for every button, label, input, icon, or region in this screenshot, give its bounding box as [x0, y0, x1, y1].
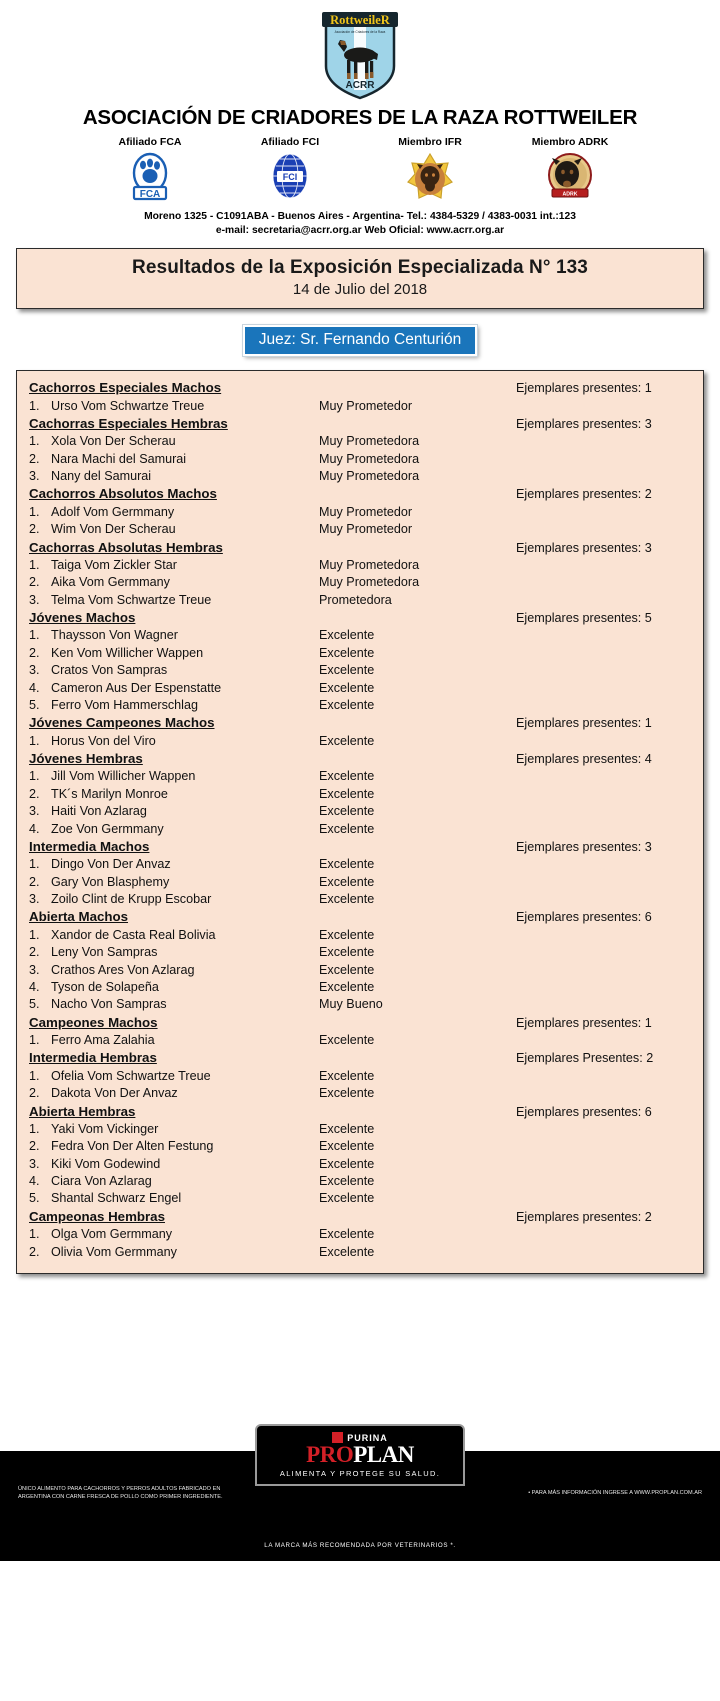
entry-dog-name: Nacho Von Sampras [51, 997, 167, 1012]
entry-dog-name: Crathos Ares Von Azlarag [51, 962, 195, 977]
entry-placement: 2. [29, 1244, 40, 1259]
entry-dog-name: Dakota Von Der Anvaz [51, 1086, 178, 1101]
entry-placement: 1. [29, 628, 40, 643]
category-title: Jóvenes Machos [29, 610, 136, 626]
entry-qualification: Muy Prometedor [319, 522, 413, 537]
proplan-logo-block [255, 1424, 465, 1486]
entry-dog-name: Ferro Vom Hammerschlag [51, 697, 198, 712]
category-row [29, 1013, 691, 1031]
entry-placement: 3. [29, 469, 40, 484]
entry-qualification: Excelente [319, 680, 375, 695]
entry-qualification: Excelente [319, 1068, 375, 1083]
affiliation-fca-label: Afiliado FCA [118, 136, 182, 148]
entry-dog-name: Yaki Vom Vickinger [51, 1121, 159, 1136]
entry-qualification: Prometedora [319, 592, 392, 607]
entry-placement: 3. [29, 592, 40, 607]
entry-qualification: Excelente [319, 663, 375, 678]
entry-dog-name: Cratos Von Sampras [51, 663, 168, 678]
rottweiler-badge-icon [500, 152, 640, 202]
entry-placement: 5. [29, 997, 40, 1012]
result-entry-row [29, 820, 691, 837]
category-entrant-count: Ejemplares presentes: 1 [516, 1015, 652, 1030]
entry-placement: 1. [29, 733, 40, 748]
result-entry-row [29, 644, 691, 661]
result-entry-row [29, 503, 691, 520]
entry-dog-name: Kiki Vom Godewind [51, 1156, 161, 1171]
entry-qualification: Excelente [319, 892, 375, 907]
page-title: Resultados de la Exposición Especializada N° 133 [132, 256, 588, 278]
category-entrant-count: Ejemplares presentes: 4 [516, 752, 652, 767]
entry-dog-name: Fedra Von Der Alten Festung [51, 1139, 214, 1154]
paw-badge-icon [80, 152, 220, 202]
entry-dog-name: Zoe Von Germmany [51, 821, 164, 836]
affiliation-fci-label: Afiliado FCI [260, 136, 320, 148]
ad-fineprint-row [18, 1485, 702, 1501]
entry-placement: 1. [29, 1068, 40, 1083]
result-entry-row [29, 785, 691, 802]
entry-dog-name: Leny Von Sampras [51, 945, 158, 960]
result-entry-row [29, 557, 691, 574]
acrr-crest-logo [314, 8, 406, 100]
proplan-pro-text: PRO [306, 1442, 354, 1467]
category-entrant-count: Ejemplares presentes: 3 [516, 416, 652, 431]
entry-qualification: Excelente [319, 1227, 375, 1242]
category-title: Campeonas Hembras [29, 1208, 165, 1224]
entry-dog-name: TK´s Marilyn Monroe [51, 786, 168, 801]
proplan-wordmark [306, 1443, 414, 1466]
entry-placement: 2. [29, 1139, 40, 1154]
contact-email-line: e-mail: secretaria@acrr.org.ar Web Oficial: www.acrr.org.ar [215, 224, 505, 236]
results-list [29, 379, 691, 1261]
entry-placement: 3. [29, 1156, 40, 1171]
result-entry-row [29, 1173, 691, 1190]
entry-dog-name: Adolf Vom Germmany [51, 504, 175, 519]
entry-placement: 2. [29, 575, 40, 590]
category-row [29, 1049, 691, 1067]
category-title: Cachorras Absolutas Hembras [29, 539, 223, 555]
result-entry-row [29, 944, 691, 961]
entry-dog-name: Urso Vom Schwartze Treue [51, 398, 205, 413]
entry-qualification: Excelente [319, 628, 375, 643]
category-title: Campeones Machos [29, 1014, 158, 1030]
entry-placement: 4. [29, 821, 40, 836]
entry-placement: 2. [29, 1086, 40, 1101]
entry-qualification: Muy Prometedora [319, 434, 420, 449]
judge-banner-container [0, 325, 720, 356]
entry-placement: 1. [29, 434, 40, 449]
entry-placement: 2. [29, 786, 40, 801]
entry-placement: 1. [29, 557, 40, 572]
page-subtitle-date: 14 de Julio del 2018 [292, 280, 428, 298]
result-entry-row [29, 433, 691, 450]
entry-dog-name: Telma Vom Schwartze Treue [51, 592, 212, 607]
document-header [0, 0, 720, 238]
entry-placement: 1. [29, 927, 40, 942]
entry-qualification: Excelente [319, 645, 375, 660]
category-title: Cachorros Especiales Machos [29, 380, 222, 396]
entry-qualification: Muy Prometedor [319, 398, 413, 413]
entry-placement: 1. [29, 769, 40, 784]
category-title: Intermedia Machos [29, 838, 150, 854]
affiliation-ifr [360, 136, 500, 202]
entry-dog-name: Shantal Schwarz Engel [51, 1191, 182, 1206]
result-entry-row [29, 996, 691, 1013]
result-entry-row [29, 1243, 691, 1260]
proplan-tagline: ALIMENTA Y PROTEGE SU SALUD. [279, 1469, 441, 1478]
entry-qualification: Excelente [319, 804, 375, 819]
entry-dog-name: Ciara Von Azlarag [51, 1174, 152, 1189]
affiliation-ifr-label: Miembro IFR [398, 136, 462, 148]
svg-text:Asociación de Criadores de la: Asociación de Criadores de la Raza [334, 30, 386, 34]
entry-qualification: Excelente [319, 1156, 375, 1171]
result-entry-row [29, 926, 691, 943]
result-entry-row [29, 873, 691, 890]
affiliation-fci [220, 136, 360, 202]
result-entry-row [29, 1138, 691, 1155]
results-panel [16, 370, 704, 1274]
category-title: Cachorros Absolutos Machos [29, 486, 217, 502]
result-entry-row [29, 679, 691, 696]
entry-placement: 3. [29, 962, 40, 977]
category-row [29, 838, 691, 856]
affiliation-fca [80, 136, 220, 202]
entry-dog-name: Xandor de Casta Real Bolivia [51, 927, 216, 942]
category-entrant-count: Ejemplares presentes: 2 [516, 487, 652, 502]
svg-text:ACRR: ACRR [345, 80, 375, 91]
ad-fineprint-right: • PARA MÁS INFORMACIÓN INGRESE A WWW.PROPLAN.COM.AR [528, 1490, 702, 1497]
result-entry-row [29, 803, 691, 820]
entry-dog-name: Taiga Vom Zickler Star [51, 557, 177, 572]
entry-dog-name: Jill Vom Willicher Wappen [51, 769, 196, 784]
proplan-plan-text: PLAN [353, 1442, 414, 1467]
result-entry-row [29, 468, 691, 485]
category-row [29, 750, 691, 768]
entry-qualification: Excelente [319, 1191, 375, 1206]
category-title: Jóvenes Hembras [29, 751, 143, 767]
contact-address-line: Moreno 1325 - C1091ABA - Buenos Aires - Argentina- Tel.: 4384-5329 / 4383-0031 int.:123 [144, 211, 576, 222]
contact-block [0, 210, 720, 238]
entry-dog-name: Nany del Samurai [51, 469, 152, 484]
result-entry-row [29, 732, 691, 749]
entry-placement: 1. [29, 1033, 40, 1048]
category-row [29, 1102, 691, 1120]
entry-qualification: Excelente [319, 1244, 375, 1259]
result-entry-row [29, 591, 691, 608]
entry-placement: 1. [29, 1227, 40, 1242]
entry-dog-name: Tyson de Solapeña [51, 979, 159, 994]
entry-dog-name: Thaysson Von Wagner [51, 628, 178, 643]
category-row [29, 1207, 691, 1225]
entry-placement: 2. [29, 874, 40, 889]
entry-qualification: Excelente [319, 821, 375, 836]
result-entry-row [29, 1121, 691, 1138]
association-title: ASOCIACIÓN DE CRIADORES DE LA RAZA ROTTWEILER [82, 106, 638, 129]
category-entrant-count: Ejemplares presentes: 1 [516, 716, 652, 731]
entry-qualification: Excelente [319, 874, 375, 889]
result-entry-row [29, 574, 691, 591]
entry-dog-name: Haiti Von Azlarag [51, 804, 147, 819]
entry-qualification: Excelente [319, 979, 375, 994]
entry-qualification: Excelente [319, 1174, 375, 1189]
entry-placement: 1. [29, 857, 40, 872]
svg-text:RottweileR: RottweileR [330, 13, 390, 27]
category-title: Cachorras Especiales Hembras [29, 415, 228, 431]
entry-qualification: Excelente [319, 1033, 375, 1048]
purina-label: PURINA [347, 1432, 388, 1443]
entry-placement: 4. [29, 1174, 40, 1189]
dog-head-badge-icon [360, 152, 500, 202]
entry-qualification: Muy Prometedora [319, 469, 420, 484]
entry-placement: 5. [29, 697, 40, 712]
category-title: Intermedia Hembras [29, 1050, 157, 1066]
result-entry-row [29, 1032, 691, 1049]
entry-qualification: Excelente [319, 1121, 375, 1136]
category-title: Jóvenes Campeones Machos [29, 715, 215, 731]
entry-dog-name: Zoilo Clint de Krupp Escobar [51, 892, 212, 907]
entry-qualification: Excelente [319, 786, 375, 801]
entry-placement: 1. [29, 1121, 40, 1136]
entry-dog-name: Ofelia Vom Schwartze Treue [51, 1068, 211, 1083]
entry-qualification: Excelente [319, 962, 375, 977]
category-entrant-count: Ejemplares Presentes: 2 [516, 1051, 654, 1066]
entry-placement: 2. [29, 945, 40, 960]
result-entry-row [29, 627, 691, 644]
entry-dog-name: Xola Von Der Scherau [51, 434, 176, 449]
entry-placement: 2. [29, 645, 40, 660]
entry-qualification: Muy Bueno [319, 997, 383, 1012]
category-title: Abierta Machos [29, 909, 129, 925]
rottweiler-shield-icon [314, 8, 406, 100]
entry-qualification: Muy Prometedor [319, 504, 413, 519]
category-row [29, 714, 691, 732]
entry-qualification: Muy Prometedora [319, 451, 420, 466]
entry-qualification: Excelente [319, 945, 375, 960]
entry-qualification: Excelente [319, 1086, 375, 1101]
result-entry-row [29, 697, 691, 714]
category-entrant-count: Ejemplares presentes: 3 [516, 839, 652, 854]
entry-placement: 5. [29, 1191, 40, 1206]
category-entrant-count: Ejemplares presentes: 1 [516, 381, 652, 396]
entry-qualification: Excelente [319, 1139, 375, 1154]
svg-text:FCI: FCI [282, 172, 298, 182]
entry-dog-name: Gary Von Blasphemy [51, 874, 170, 889]
category-entrant-count: Ejemplares presentes: 2 [516, 1209, 652, 1224]
entry-placement: 1. [29, 398, 40, 413]
result-entry-row [29, 662, 691, 679]
result-entry-row [29, 768, 691, 785]
judge-banner: Juez: Sr. Fernando Centurión [243, 325, 477, 356]
entry-qualification: Excelente [319, 697, 375, 712]
entry-qualification: Excelente [319, 733, 375, 748]
globe-badge-icon [220, 152, 360, 202]
category-entrant-count: Ejemplares presentes: 6 [516, 1104, 652, 1119]
result-entry-row [29, 397, 691, 414]
entry-dog-name: Wim Von Der Scherau [51, 522, 176, 537]
entry-placement: 2. [29, 522, 40, 537]
affiliation-adrk-label: Miembro ADRK [531, 136, 609, 148]
result-entry-row [29, 1155, 691, 1172]
affiliation-adrk [500, 136, 640, 202]
category-row [29, 415, 691, 433]
entry-placement: 3. [29, 663, 40, 678]
category-row [29, 485, 691, 503]
result-entry-row [29, 1085, 691, 1102]
category-row [29, 379, 691, 397]
entry-dog-name: Ferro Ama Zalahia [51, 1033, 155, 1048]
entry-qualification: Excelente [319, 857, 375, 872]
affiliations-row [0, 136, 720, 202]
proplan-advertisement [0, 1432, 720, 1561]
result-entry-row [29, 961, 691, 978]
result-entry-row [29, 891, 691, 908]
entry-placement: 1. [29, 504, 40, 519]
entry-qualification: Muy Prometedora [319, 575, 420, 590]
category-entrant-count: Ejemplares presentes: 6 [516, 910, 652, 925]
entry-dog-name: Dingo Von Der Anvaz [51, 857, 171, 872]
category-title: Abierta Hembras [29, 1103, 136, 1119]
result-entry-row [29, 1226, 691, 1243]
entry-qualification: Muy Prometedora [319, 557, 420, 572]
entry-dog-name: Aika Vom Germmany [51, 575, 170, 590]
category-row [29, 609, 691, 627]
result-entry-row [29, 521, 691, 538]
entry-qualification: Excelente [319, 927, 375, 942]
svg-text:ADRK: ADRK [562, 191, 578, 198]
result-entry-row [29, 450, 691, 467]
result-entry-row [29, 979, 691, 996]
result-entry-row [29, 1067, 691, 1084]
entry-qualification: Excelente [319, 769, 375, 784]
entry-placement: 4. [29, 979, 40, 994]
category-entrant-count: Ejemplares presentes: 3 [516, 540, 652, 555]
result-entry-row [29, 856, 691, 873]
entry-dog-name: Nara Machi del Samurai [51, 451, 187, 466]
entry-dog-name: Olivia Vom Germmany [51, 1244, 177, 1259]
entry-dog-name: Ken Vom Willicher Wappen [51, 645, 204, 660]
ad-bottom-claim: LA MARCA MÁS RECOMENDADA POR VETERINARIOS *. [264, 1542, 456, 1549]
category-entrant-count: Ejemplares presentes: 5 [516, 611, 652, 626]
ad-fineprint-left: ÚNICO ALIMENTO PARA CACHORROS Y PERROS ADULTOS FABRICADO EN ARGENTINA CON CARNE FRESCA DE POLLO COMO PRIMER INGREDIENTE. [18, 1486, 223, 1501]
entry-dog-name: Olga Vom Germmany [51, 1227, 173, 1242]
entry-placement: 2. [29, 451, 40, 466]
entry-placement: 3. [29, 804, 40, 819]
results-title-box [16, 248, 704, 309]
category-row [29, 538, 691, 556]
entry-dog-name: Cameron Aus Der Espenstatte [51, 680, 222, 695]
entry-dog-name: Horus Von del Viro [51, 733, 156, 748]
entry-placement: 3. [29, 892, 40, 907]
entry-placement: 4. [29, 680, 40, 695]
category-row [29, 908, 691, 926]
svg-text:FCA: FCA [139, 189, 161, 200]
acrr-crest-container [0, 8, 720, 100]
result-entry-row [29, 1190, 691, 1207]
